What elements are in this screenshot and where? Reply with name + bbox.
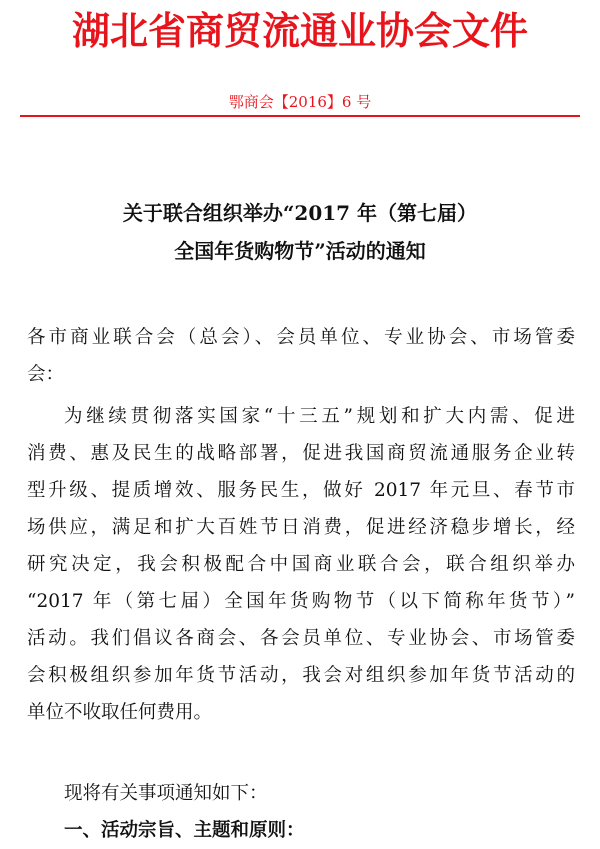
org-header-title: 湖北省商贸流通业协会文件 xyxy=(71,9,528,53)
paragraph-line: “2017 年（第七届）全国年货购物节（以下简称年货节）” xyxy=(27,591,575,612)
addressee-line: 各市商业联合会（总会）、会员单位、专业协会、市场管委 xyxy=(27,327,575,348)
addressee-line: 会： xyxy=(27,364,65,385)
section-heading-1: 一、活动宗旨、主题和原则： xyxy=(64,820,305,841)
paragraph-line: 消费、惠及民生的战略部署，促进我国商贸流通服务企业转 xyxy=(27,443,575,464)
paragraph-line: 型升级、提质增效、服务民生，做好 2017 年元旦、春节市 xyxy=(27,480,575,501)
paragraph-notice-items xyxy=(27,775,575,812)
paragraph-line: 会积极组织参加年货节活动，我会对组织参加年货节活动的 xyxy=(27,665,575,686)
notice-title-line-1: 关于联合组织举办“2017 年（第七届） xyxy=(122,201,478,225)
document-number: 鄂商会【2016】6 号 xyxy=(228,93,372,111)
paragraph-line: 活动。我们倡议各商会、各会员单位、专业协会、市场管委 xyxy=(27,628,575,649)
paragraph-line: 场供应，满足和扩大百姓节日消费，促进经济稳步增长，经 xyxy=(27,517,575,538)
addressee xyxy=(27,319,575,393)
header-divider xyxy=(20,115,580,117)
notice-title-line-2: 全国年货购物节”活动的通知 xyxy=(174,239,426,263)
paragraph-line: 为继续贯彻落实国家“十三五”规划和扩大内需、促进 xyxy=(64,406,575,427)
paragraph-intro xyxy=(27,398,575,731)
paragraph-line: 现将有关事项通知如下： xyxy=(64,783,268,804)
paragraph-line: 单位不收取任何费用。 xyxy=(27,702,213,723)
paragraph-line: 研究决定，我会积极配合中国商业联合会，联合组织举办 xyxy=(27,554,575,575)
